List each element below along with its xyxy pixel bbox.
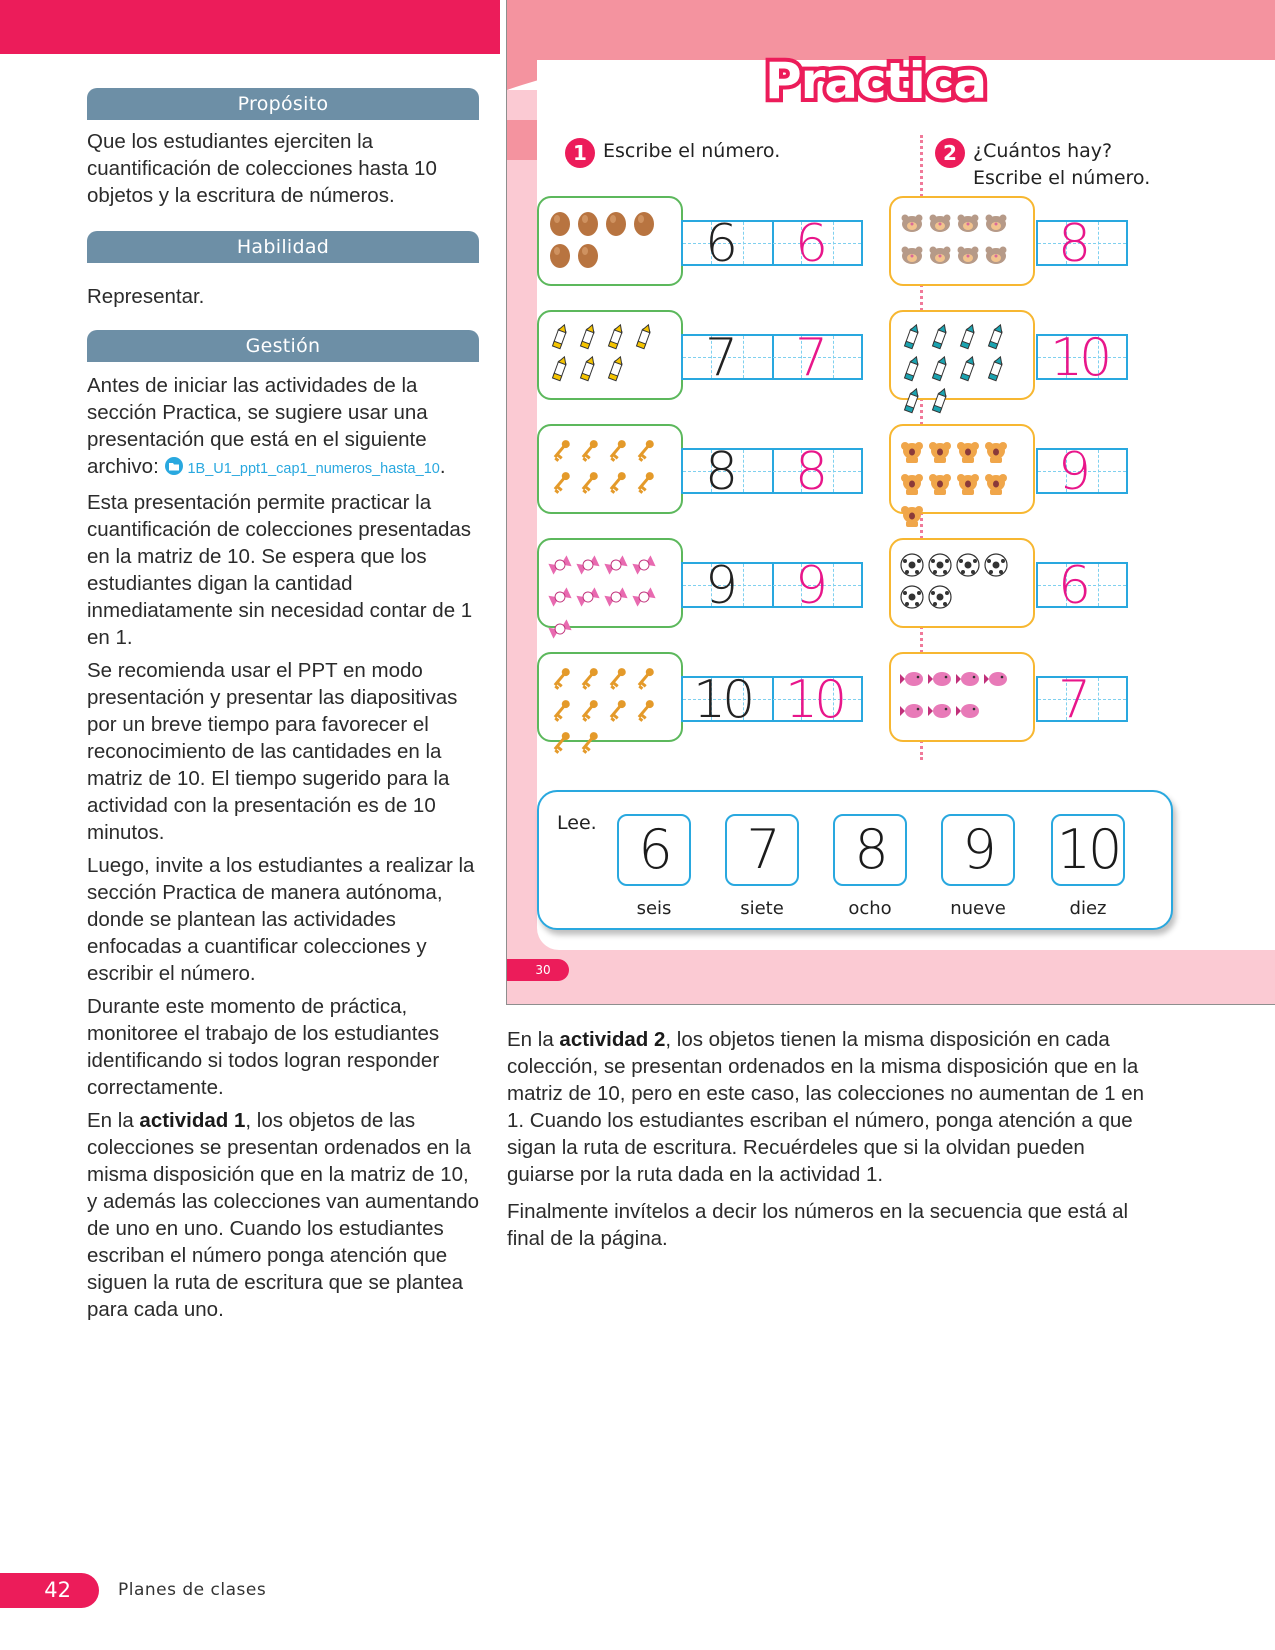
key-icon <box>575 664 601 694</box>
key-icon <box>575 468 601 498</box>
proposito-text: Que los estudiantes ejerciten la cuantificación de colecciones hasta 10 objetos y la escritura de números. <box>87 130 437 207</box>
bear-icon <box>955 240 981 270</box>
fish-icon <box>899 696 925 726</box>
key-icon <box>603 664 629 694</box>
blue-crayon-icon <box>899 354 925 384</box>
read-number-card <box>1051 814 1125 919</box>
yellow-crayon-icon <box>547 322 573 352</box>
soccer-ball-icon <box>899 582 925 612</box>
habilidad-text: Representar. <box>87 285 205 308</box>
right-column-text <box>507 1026 1147 1258</box>
egg-icon <box>575 240 601 270</box>
key-icon <box>631 468 657 498</box>
activity-2-writing-grid[interactable] <box>1036 556 1128 616</box>
folder-icon <box>164 456 184 476</box>
activity-1-collection <box>537 538 683 628</box>
blue-crayon-icon <box>927 386 953 416</box>
candy-icon <box>575 550 601 580</box>
bear-icon <box>927 208 953 238</box>
key-icon <box>631 664 657 694</box>
fish-icon <box>983 664 1009 694</box>
yellow-crayon-icon <box>631 322 657 352</box>
gestion-p1-end: . <box>439 455 446 478</box>
written-number: 7 <box>795 328 825 388</box>
footer-page-number: 42 <box>0 1573 99 1608</box>
proposito-header: Propósito <box>87 88 479 120</box>
key-icon <box>547 696 573 726</box>
soccer-ball-icon <box>927 550 953 580</box>
key-icon <box>547 664 573 694</box>
activity-1-writing-grid[interactable] <box>681 442 863 502</box>
key-icon <box>575 436 601 466</box>
activity-2-writing-grid[interactable] <box>1036 442 1128 502</box>
right-p1-bold: actividad 2 <box>559 1028 666 1051</box>
written-number: 10 <box>1050 328 1109 388</box>
candy-icon <box>547 614 573 644</box>
koala-icon <box>983 468 1009 498</box>
read-number-word: diez <box>1069 898 1107 919</box>
key-icon <box>547 468 573 498</box>
activity-1-writing-grid[interactable] <box>681 214 863 274</box>
habilidad-header: Habilidad <box>87 231 479 263</box>
activity-2-line-1: ¿Cuántos hay? <box>973 140 1113 162</box>
key-icon <box>547 728 573 758</box>
read-number: 9 <box>941 814 1015 886</box>
bear-icon <box>955 208 981 238</box>
right-p1-pre: En la <box>507 1028 560 1051</box>
activity-1-writing-grid[interactable] <box>681 328 863 388</box>
blue-crayon-icon <box>955 354 981 384</box>
traced-number: 6 <box>705 214 735 274</box>
read-number: 7 <box>725 814 799 886</box>
activity-1-collection <box>537 652 683 742</box>
yellow-crayon-icon <box>575 354 601 384</box>
written-number: 6 <box>1058 556 1088 616</box>
fish-icon <box>955 664 981 694</box>
read-number-word: nueve <box>950 898 1006 919</box>
koala-icon <box>899 436 925 466</box>
key-icon <box>603 696 629 726</box>
bear-icon <box>899 240 925 270</box>
candy-icon <box>547 582 573 612</box>
yellow-crayon-icon <box>603 322 629 352</box>
written-number: 8 <box>795 442 825 502</box>
bear-icon <box>927 240 953 270</box>
read-numbers-box <box>537 790 1173 930</box>
bear-icon <box>899 208 925 238</box>
presentation-file-link[interactable] <box>164 461 439 477</box>
koala-icon <box>927 436 953 466</box>
activity-1-instruction: Escribe el número. <box>603 140 781 162</box>
egg-icon <box>547 240 573 270</box>
gestion-paragraph-1 <box>87 372 479 483</box>
activity-2-badge: 2 <box>935 138 965 168</box>
bear-icon <box>983 240 1009 270</box>
left-column <box>87 88 479 1329</box>
written-number: 7 <box>1058 670 1088 730</box>
activity-2-writing-grid[interactable] <box>1036 328 1128 388</box>
activity-1-collection <box>537 196 683 286</box>
soccer-ball-icon <box>983 550 1009 580</box>
key-icon <box>603 436 629 466</box>
written-number: 9 <box>795 556 825 616</box>
fish-icon <box>927 696 953 726</box>
fish-icon <box>927 664 953 694</box>
key-icon <box>631 436 657 466</box>
activity-2-collection <box>889 424 1035 514</box>
blue-crayon-icon <box>927 354 953 384</box>
koala-icon <box>983 436 1009 466</box>
file-name[interactable]: 1B_U1_ppt1_cap1_numeros_hasta_10 <box>187 461 440 477</box>
soccer-ball-icon <box>899 550 925 580</box>
practica-title: Practica <box>765 52 987 110</box>
activity-2-collection <box>889 196 1035 286</box>
key-icon <box>547 436 573 466</box>
key-icon <box>631 696 657 726</box>
traced-number: 8 <box>705 442 735 502</box>
activity-2-heading <box>935 138 1150 192</box>
read-number-word: siete <box>740 898 784 919</box>
footer-label: Planes de clases <box>118 1580 267 1600</box>
candy-icon <box>603 582 629 612</box>
yellow-crayon-icon <box>547 354 573 384</box>
gestion-paragraph-2: Esta presentación permite practicar la cuantificación de colecciones presentadas en la matriz de 10. Se espera que los estudiantes digan la cantidad inmediatamente sin necesidad contar de 1 en 1. <box>87 491 473 649</box>
gestion-p6-bold: actividad 1 <box>139 1109 246 1132</box>
egg-icon <box>631 208 657 238</box>
activity-2-collection <box>889 310 1035 400</box>
traced-number: 9 <box>705 556 735 616</box>
activity-2-writing-grid[interactable] <box>1036 670 1128 730</box>
candy-icon <box>575 582 601 612</box>
candy-icon <box>631 550 657 580</box>
soccer-ball-icon <box>927 582 953 612</box>
yellow-crayon-icon <box>575 322 601 352</box>
activity-1-writing-grid[interactable] <box>681 556 863 616</box>
yellow-crayon-icon <box>603 354 629 384</box>
gestion-header: Gestión <box>87 330 479 362</box>
read-number-card <box>725 814 799 919</box>
gestion-section <box>87 372 479 1323</box>
gestion-p6-pre: En la <box>87 1109 140 1132</box>
koala-icon <box>955 468 981 498</box>
read-label: Lee. <box>557 812 597 834</box>
activity-1-writing-grid[interactable] <box>681 670 863 730</box>
koala-icon <box>899 468 925 498</box>
worksheet-page-number: 30 <box>507 959 569 981</box>
bear-icon <box>983 208 1009 238</box>
traced-number: 10 <box>693 670 752 730</box>
written-number: 6 <box>795 214 825 274</box>
egg-icon <box>547 208 573 238</box>
fish-icon <box>955 696 981 726</box>
activity-1-badge: 1 <box>565 138 595 168</box>
gestion-paragraph-5: Durante este momento de práctica, monitoree el trabajo de los estudiantes identificando si todos logran responder correctamente. <box>87 995 440 1099</box>
gestion-paragraph-4: Luego, invite a los estudiantes a realizar la sección Practica de manera autónoma, donde se plantean las actividades enfocadas a cuantificar colecciones y escribir el número. <box>87 854 475 985</box>
activity-2-collection <box>889 652 1035 742</box>
top-color-band <box>0 0 500 54</box>
activity-1-collection <box>537 310 683 400</box>
koala-icon <box>955 436 981 466</box>
koala-icon <box>927 468 953 498</box>
gestion-p1-text: Antes de iniciar las actividades de la sección Practica, se sugiere usar una presentación que está en el siguiente archivo: <box>87 374 428 478</box>
blue-crayon-icon <box>899 322 925 352</box>
practice-worksheet <box>506 0 1275 1005</box>
key-icon <box>575 728 601 758</box>
blue-crayon-icon <box>899 386 925 416</box>
read-number-card <box>617 814 691 919</box>
soccer-ball-icon <box>955 550 981 580</box>
read-number: 6 <box>617 814 691 886</box>
gestion-paragraph-3: Se recomienda usar el PPT en modo presentación y presentar las diapositivas por un breve tiempo para favorecer el reconocimiento de las cantidades en la matriz de 10. El tiempo sugerido para la actividad con la presentación es de 10 minutos. <box>87 659 458 844</box>
activity-2-writing-grid[interactable] <box>1036 214 1128 274</box>
egg-icon <box>603 208 629 238</box>
candy-icon <box>547 550 573 580</box>
fish-icon <box>899 664 925 694</box>
activity-1-heading <box>565 138 780 168</box>
blue-crayon-icon <box>927 322 953 352</box>
right-paragraph-2: Finalmente invítelos a decir los números en la secuencia que está al final de la página. <box>507 1200 1129 1250</box>
gestion-paragraph-6 <box>87 1107 479 1323</box>
written-number: 9 <box>1058 442 1088 502</box>
proposito-section <box>87 128 479 209</box>
read-number: 8 <box>833 814 907 886</box>
activity-1-collection <box>537 424 683 514</box>
blue-crayon-icon <box>983 354 1009 384</box>
habilidad-section <box>87 283 479 310</box>
activity-2-instruction <box>973 138 1150 192</box>
koala-icon <box>899 500 925 530</box>
candy-icon <box>603 550 629 580</box>
right-p1-post: , los objetos tienen la misma disposición en cada colección, se presentan ordenados en la misma disposición que en la matriz de 10, pero en este caso, las colecciones no aumentan de 1 en 1. Cuando los estudiantes escriban el número, ponga atención a que sigan la ruta de escritura. Recuérdeles que si la olvidan pueden guiarse por la ruta dada en la actividad 1. <box>507 1028 1145 1186</box>
activity-2-collection <box>889 538 1035 628</box>
written-number: 10 <box>785 670 844 730</box>
activity-2-line-2: Escribe el número. <box>973 167 1151 189</box>
gestion-p6-post: , los objetos de las colecciones se presentan ordenados en la misma disposición que en la matriz de 10, y además las colecciones van aumentando de uno en uno. Cuando los estudiantes escriban el número ponga atención que siguen la ruta de escritura que se plantea para cada uno. <box>87 1109 480 1321</box>
read-number-word: ocho <box>848 898 892 919</box>
read-number-card <box>941 814 1015 919</box>
read-number-card <box>833 814 907 919</box>
egg-icon <box>575 208 601 238</box>
key-icon <box>603 468 629 498</box>
blue-crayon-icon <box>955 322 981 352</box>
candy-icon <box>631 582 657 612</box>
written-number: 8 <box>1058 214 1088 274</box>
traced-number: 7 <box>705 328 735 388</box>
read-number-word: seis <box>636 898 672 919</box>
blue-crayon-icon <box>983 322 1009 352</box>
right-paragraph-1 <box>507 1026 1147 1188</box>
key-icon <box>575 696 601 726</box>
read-number: 10 <box>1051 814 1125 886</box>
